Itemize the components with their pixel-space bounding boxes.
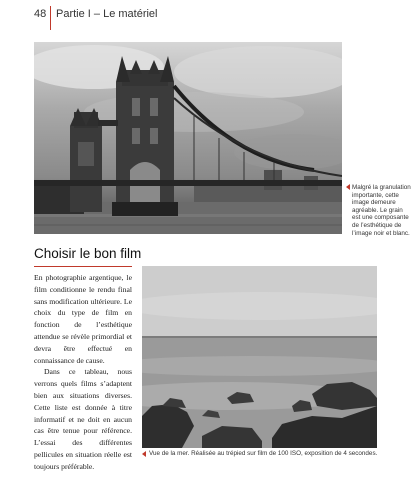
section-title: Choisir le bon film [34, 246, 142, 261]
page-header [0, 0, 413, 34]
bridge-caption-text: Malgré la granulation importante, cette image demeure agréable. Le grain est une composante de l’esthétique de l’image noir et blanc. [352, 184, 411, 237]
seascape-illustration [142, 266, 377, 448]
caption-arrow-icon [346, 184, 350, 190]
seascape-photo-caption: Vue de la mer. Réalisée au trépied sur film de 100 ISO, exposition de 4 secondes. [149, 450, 378, 457]
section-title-rule [34, 266, 132, 267]
seascape-photo [142, 266, 377, 448]
body-paragraph-2: Dans ce tableau, nous verrons quels films s’adaptent bien aux situations diverses. Cette liste est donnée à titre informatif et ne doit en aucun cas être tenue pour référence. L’essai des différentes pellicules en situation réelle est toujours préférable. [34, 367, 132, 471]
page-number: 48 [34, 8, 47, 20]
bridge-photo-caption [352, 184, 412, 237]
running-head: Partie I – Le matériel [56, 8, 158, 20]
tower-bridge-photo [34, 42, 342, 234]
header-divider [50, 6, 51, 30]
caption-arrow-icon [142, 451, 146, 457]
tower-bridge-illustration [34, 42, 342, 234]
body-paragraph-1: En photographie argentique, le film conditionne le rendu final sans modification ultérieure. Le choix du type de film en fonction de l’esthétique attendue se révèle primordial et devra être effectué en connaissance de cause. [34, 273, 132, 365]
body-text [34, 272, 132, 473]
